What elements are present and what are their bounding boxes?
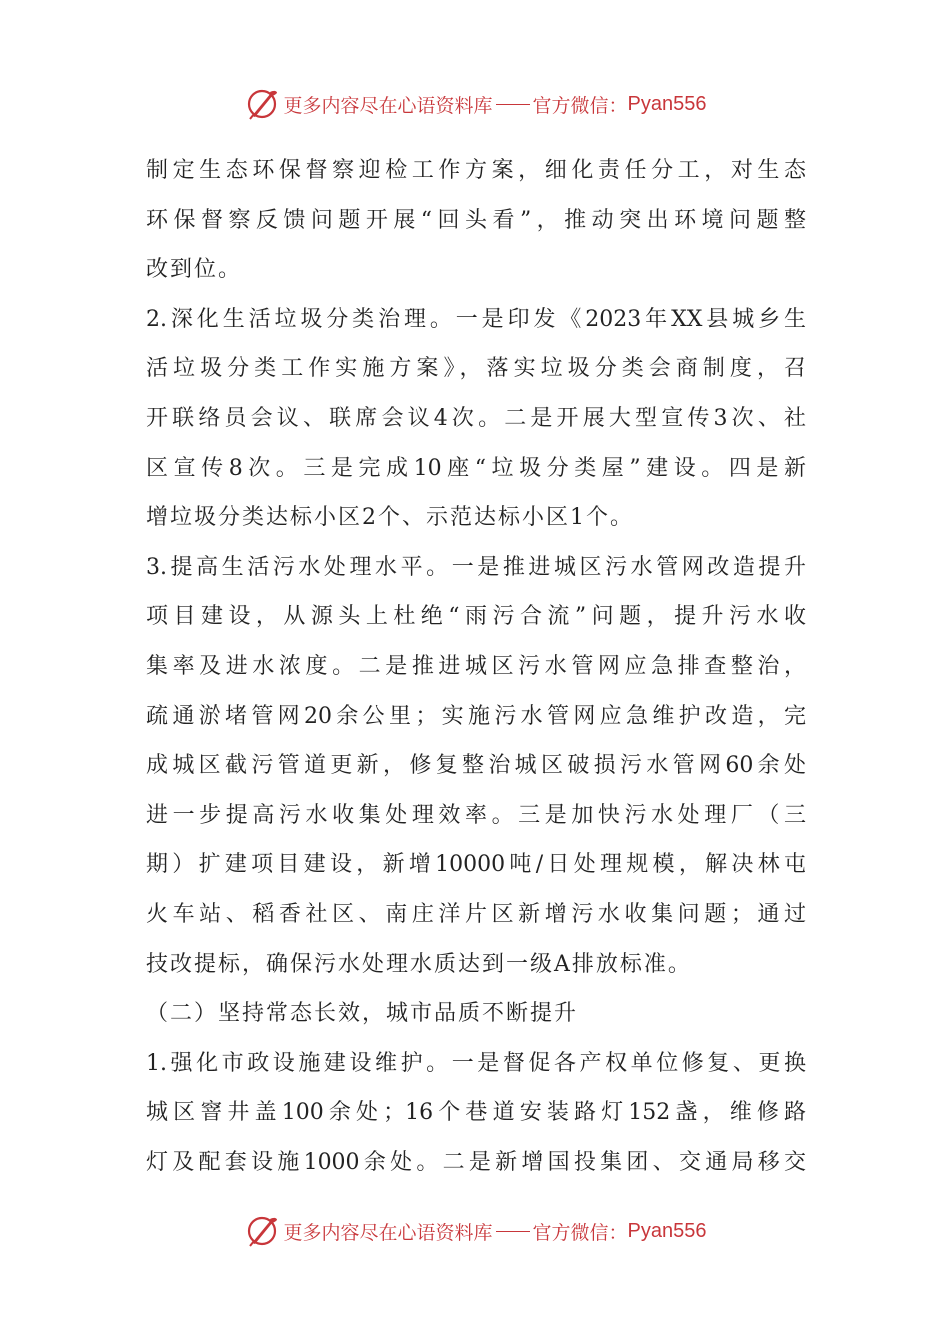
text-line: 改到位。 — [146, 257, 243, 283]
text-line: 成城区截污管道更新，修复整治城区破损污水管网60余处 — [146, 753, 806, 779]
text-line: 区宣传8次。三是完成10座“垃圾分类屋”建设。四是新 — [146, 455, 806, 481]
text-line: 增垃圾分类达标小区2个、示范达标小区1个。 — [146, 505, 634, 531]
text-line: 制定生态环保督察迎检工作方案，细化责任分工，对生态 — [146, 158, 806, 183]
watermark-wechat-id: Pyan556 — [627, 92, 707, 115]
text-line: 2.深化生活垃圾分类治理。一是印发《2023年XX县城乡生 — [146, 306, 806, 332]
text-line: 1.强化市政设施建设维护。一是督促各产权单位修复、更换 — [146, 1050, 806, 1076]
watermark-dash — [496, 104, 530, 105]
text-line: 环保督察反馈问题开展“回头看”，推动突出环境问题整 — [146, 207, 806, 233]
quill-pen-logo-icon — [244, 86, 280, 122]
watermark-header — [0, 84, 950, 124]
text-line: 城区窨井盖100余处；16个巷道安装路灯152盏，维修路 — [146, 1100, 806, 1126]
watermark-footer — [0, 1211, 950, 1251]
text-line: 3.提高生活污水处理水平。一是推进城区污水管网改造提升 — [146, 554, 806, 580]
watermark-wechat-label: 官方微信： — [532, 1221, 628, 1244]
watermark-brand: 更多内容尽在心语资料库 — [283, 1221, 493, 1244]
watermark-brand: 更多内容尽在心语资料库 — [283, 94, 493, 117]
text-line: 进一步提高污水收集处理效率。三是加快污水处理厂（三 — [146, 802, 806, 828]
text-line: 项目建设，从源头上杜绝“雨污合流”问题，提升污水收 — [146, 604, 806, 630]
text-line: 疏通淤堵管网20余公里；实施污水管网应急维护改造，完 — [146, 703, 806, 729]
text-line: 期）扩建项目建设，新增10000吨/日处理规模，解决林屯 — [146, 852, 806, 878]
watermark-dash — [496, 1231, 530, 1232]
watermark-wechat-label: 官方微信： — [532, 94, 628, 117]
text-line: 开联络员会议、联席会议4次。二是开展大型宣传3次、社 — [146, 405, 806, 431]
document-body — [146, 146, 806, 1187]
quill-pen-logo-icon — [244, 1213, 280, 1249]
text-line: 活垃圾分类工作实施方案》，落实垃圾分类会商制度，召 — [146, 356, 806, 382]
watermark-wechat-id: Pyan556 — [627, 1219, 707, 1242]
text-line: 火车站、稻香社区、南庄洋片区新增污水收集问题；通过 — [146, 901, 806, 927]
text-line: 技改提标，确保污水处理水质达到一级A排放标准。 — [146, 951, 692, 977]
text-line: 集率及进水浓度。二是推进城区污水管网应急排查整治， — [146, 653, 806, 679]
section-heading: （二）坚持常态长效，城市品质不断提升 — [146, 1001, 579, 1027]
text-line: 灯及配套设施1000余处。二是新增国投集团、交通局移交 — [146, 1149, 806, 1175]
